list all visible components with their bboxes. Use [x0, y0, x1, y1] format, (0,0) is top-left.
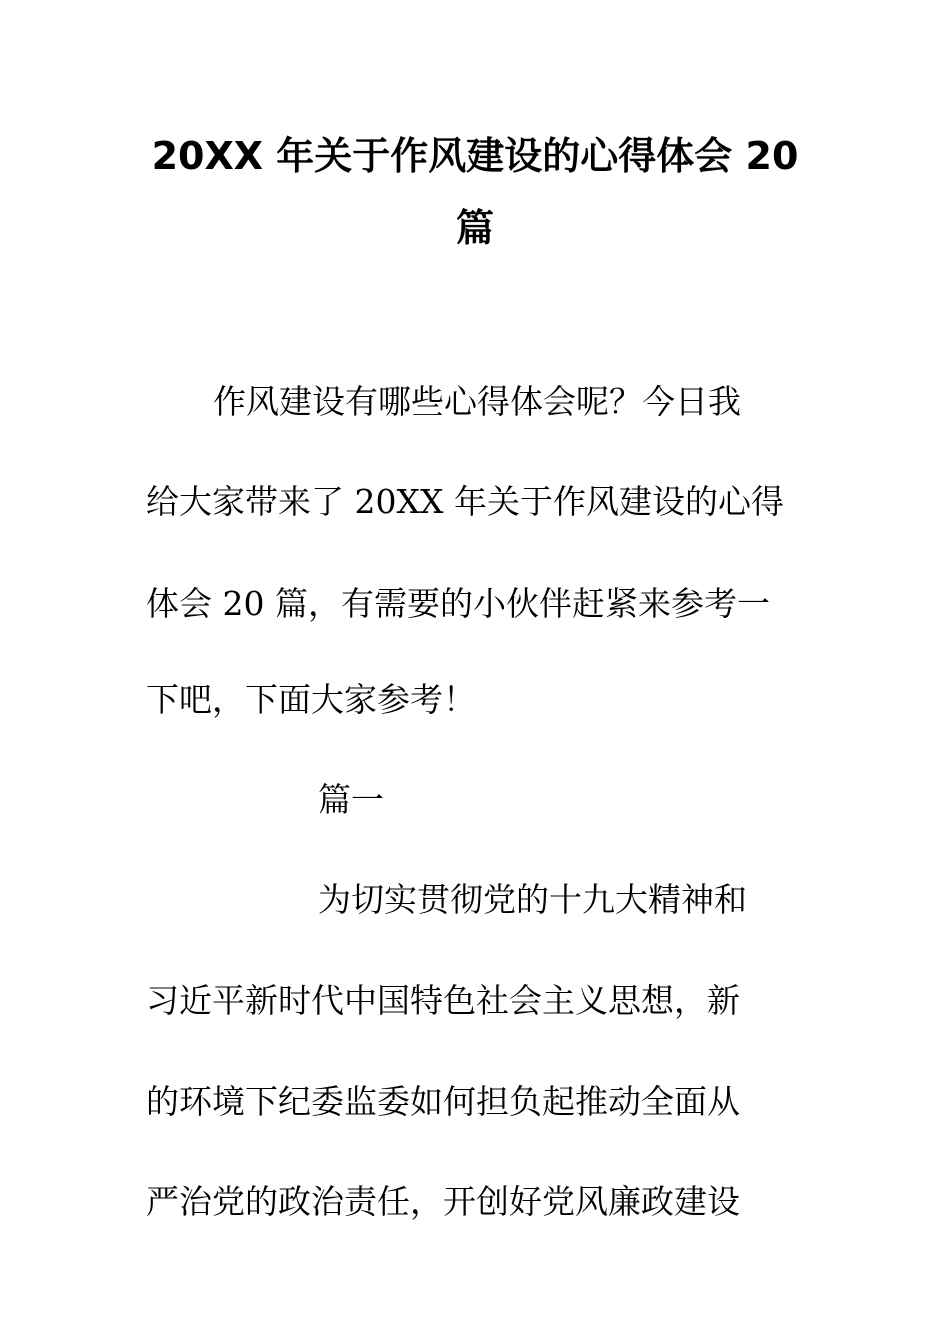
intro-paragraph-line: 作风建设有哪些心得体会呢？今日我 — [213, 382, 741, 421]
body-paragraph-line: 习近平新时代中国特色社会主义思想，新 — [146, 981, 740, 1020]
body-paragraph-line: 严治党的政治责任，开创好党风廉政建设 — [146, 1182, 740, 1221]
intro-paragraph-line: 给大家带来了 20XX 年关于作风建设的心得 — [146, 482, 784, 521]
body-paragraph-line: 为切实贯彻党的十九大精神和 — [318, 880, 747, 919]
section-heading: 篇一 — [318, 780, 384, 819]
document-title-line-2: 篇 — [455, 206, 494, 250]
intro-paragraph-line: 下吧，下面大家参考！ — [146, 680, 476, 719]
intro-paragraph-line: 体会 20 篇，有需要的小伙伴赶紧来参考一 — [146, 584, 770, 623]
body-paragraph-line: 的环境下纪委监委如何担负起推动全面从 — [146, 1082, 740, 1121]
document-title-line-1: 20XX 年关于作风建设的心得体会 20 — [151, 134, 799, 178]
